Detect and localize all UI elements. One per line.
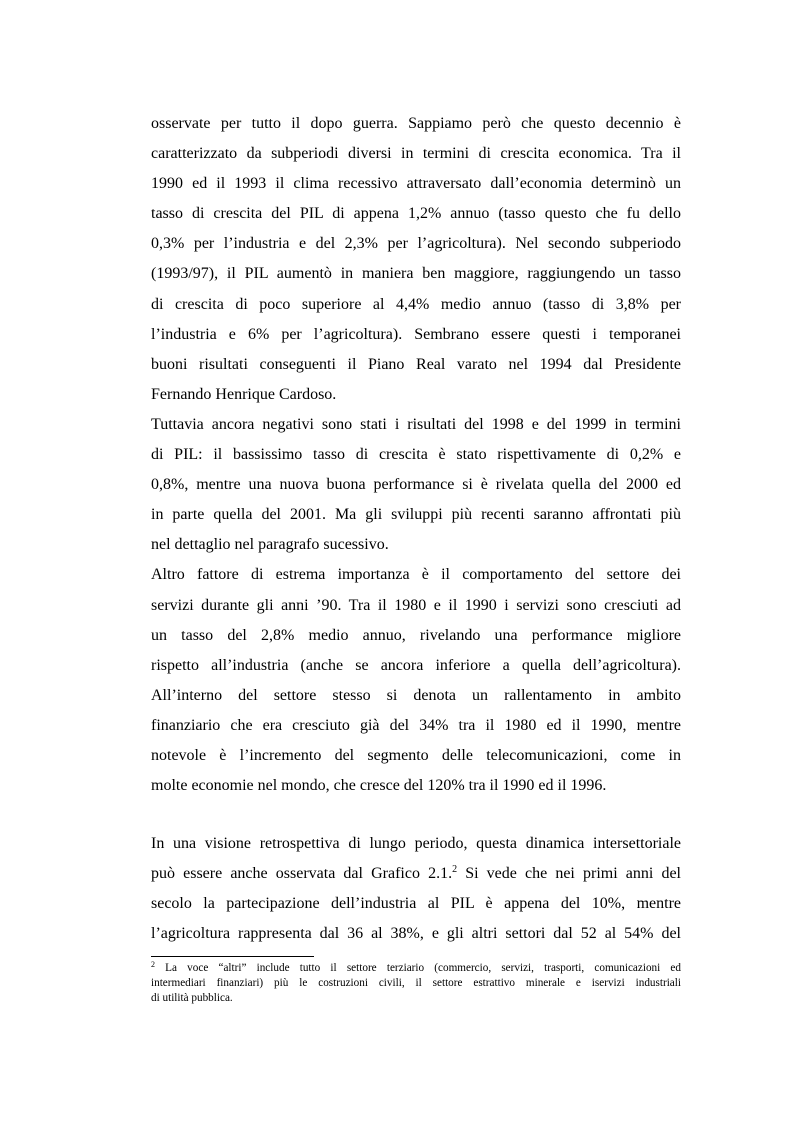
footnote bbox=[151, 961, 681, 1006]
footnote-number: 2 bbox=[151, 960, 155, 969]
text-line: buoni risultati conseguenti il Piano Real varato nel 1994 dal Presidente bbox=[151, 355, 681, 373]
text-line: Fernando Henrique Cardoso. bbox=[151, 385, 337, 403]
text-line: nel dettaglio nel paragrafo sucessivo. bbox=[151, 536, 389, 554]
text-line: secolo la partecipazione dell’industria al PIL è appena del 10%, mentre bbox=[151, 895, 681, 913]
footnote-line: di utilità pubblica. bbox=[151, 992, 233, 1004]
text-line: 1990 ed il 1993 il clima recessivo attraversato dall’economia determinò un bbox=[151, 175, 681, 193]
text-segment: Si vede che nei primi anni del bbox=[457, 865, 681, 883]
text-line: (1993/97), il PIL aumentò in maniera ben maggiore, raggiungendo un tasso bbox=[151, 265, 681, 283]
text-line: molte economie nel mondo, che cresce del 120% tra il 1990 ed il 1996. bbox=[151, 777, 607, 795]
text-line: All’interno del settore stesso si denota un rallentamento in ambito bbox=[151, 686, 681, 704]
text-line: rispetto all’industria (anche se ancora inferiore a quella dell’agricoltura). bbox=[151, 656, 681, 674]
text-line: 0,8%, mentre una nuova buona performance si è rivelata quella del 2000 ed bbox=[151, 476, 681, 494]
text-line: di crescita di poco superiore al 4,4% medio annuo (tasso di 3,8% per bbox=[151, 295, 681, 313]
body-text-top bbox=[151, 109, 681, 801]
text-line-with-footnote-ref bbox=[151, 859, 681, 889]
text-line: l’industria e 6% per l’agricoltura). Sembrano essere questi i temporanei bbox=[151, 325, 681, 343]
text-line: caratterizzato da subperiodi diversi in termini di crescita economica. Tra il bbox=[151, 145, 681, 163]
text-line: un tasso del 2,8% medio annuo, rivelando una performance migliore bbox=[151, 626, 681, 644]
text-line: finanziario che era cresciuto già del 34% tra il 1980 ed il 1990, mentre bbox=[151, 716, 681, 734]
text-line: di PIL: il bassissimo tasso di crescita è stato rispettivamente di 0,2% e bbox=[151, 446, 681, 464]
text-line: osservate per tutto il dopo guerra. Sappiamo però che questo decennio è bbox=[151, 115, 681, 132]
text-line: Altro fattore di estrema importanza è il comportamento del settore dei bbox=[151, 566, 681, 584]
text-line: notevole è l’incremento del segmento delle telecomunicazioni, come in bbox=[151, 746, 681, 764]
body-text-bottom bbox=[151, 829, 681, 949]
footnote-separator bbox=[151, 956, 314, 957]
text-line: Tuttavia ancora negativi sono stati i risultati del 1998 e del 1999 in termini bbox=[151, 415, 681, 433]
text-line: servizi durante gli anni ’90. Tra il 1980 e il 1990 i servizi sono cresciuti ad bbox=[151, 596, 681, 614]
footnote-reference: 2 bbox=[452, 864, 458, 876]
text-line: in parte quella del 2001. Ma gli sviluppi più recenti saranno affrontati più bbox=[151, 506, 681, 524]
text-segment: può essere anche osservata dal Grafico 2.1. bbox=[151, 865, 453, 883]
footnote-line: intermediari finanziari) più le costruzioni civili, il settore estrattivo minerale e iservizi industriali bbox=[151, 977, 681, 989]
text-line: tasso di crescita del PIL di appena 1,2% annuo (tasso questo che fu dello bbox=[151, 205, 681, 223]
text-line: In una visione retrospettiva di lungo periodo, questa dinamica intersettoriale bbox=[151, 835, 681, 852]
footnote-text: La voce “altri” include tutto il settore terziario (commercio, servizi, trasporti, comunicazioni ed bbox=[155, 962, 681, 974]
text-line: l’agricoltura rappresenta dal 36 al 38%, e gli altri settori dal 52 al 54% del bbox=[151, 925, 681, 943]
footnote-line bbox=[151, 961, 681, 976]
text-line: 0,3% per l’industria e del 2,3% per l’agricoltura). Nel secondo subperiodo bbox=[151, 235, 681, 253]
